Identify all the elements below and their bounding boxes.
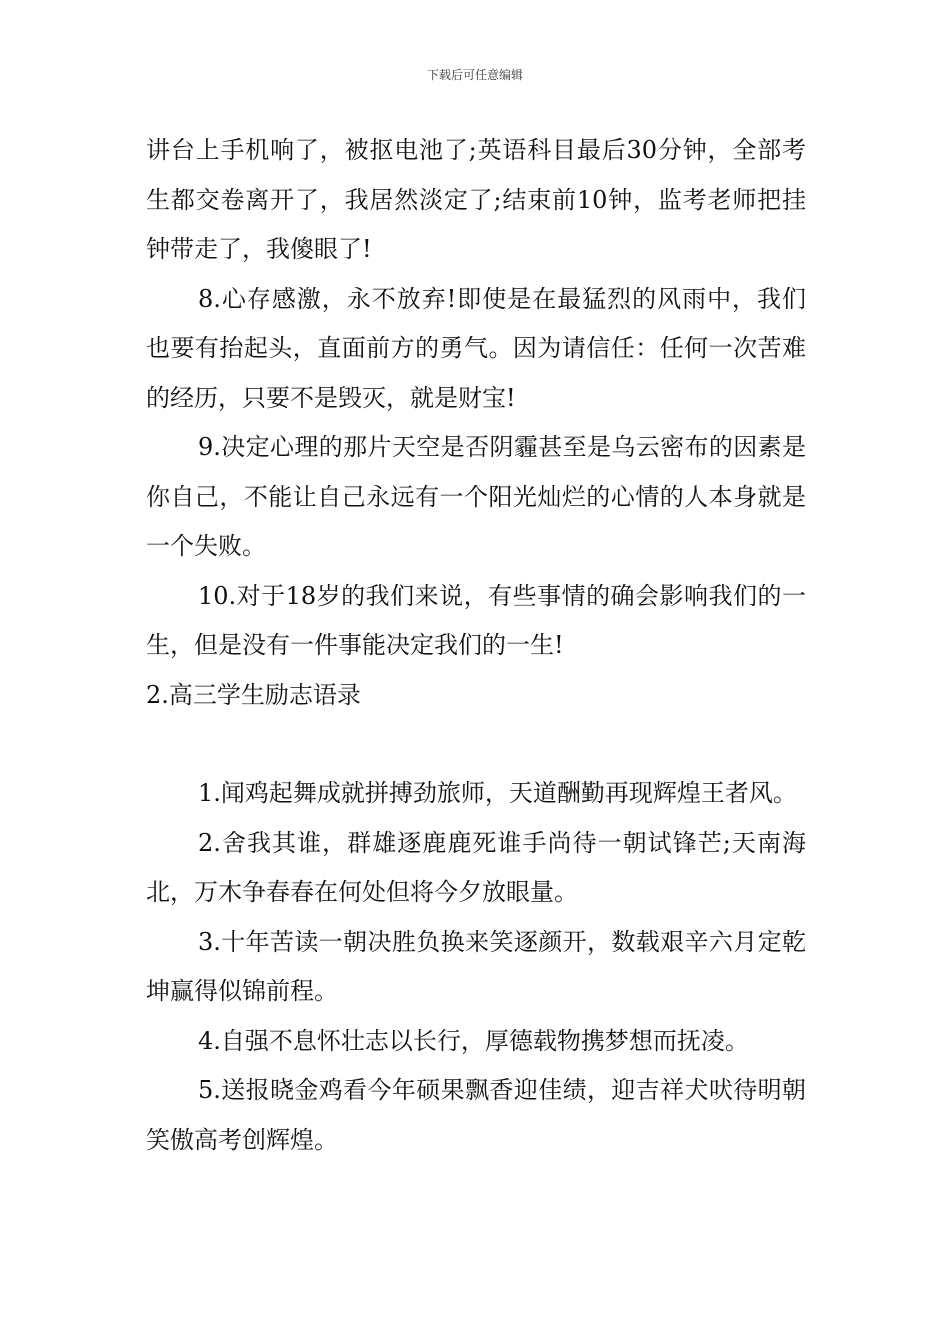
blank-line: [146, 720, 806, 769]
page-header: 下载后可任意编辑: [426, 68, 523, 82]
list-item: 1.闻鸡起舞成就拼搏劲旅师，天道酬勤再现辉煌王者风。: [198, 779, 797, 807]
list-item: 3.十年苦读一朝决胜负换来笑逐颜开，数载艰辛六月定乾坤赢得似锦前程。: [146, 927, 806, 1005]
list-item: 2.舍我其谁，群雄逐鹿鹿死谁手尚待一朝试锋芒;天南海北，万木争春春在何处但将今夕放眼量。: [146, 828, 806, 906]
list-item: 4.自强不息怀壮志以长行，厚德载物携梦想而抚凌。: [198, 1026, 749, 1055]
document-body: [146, 126, 806, 1165]
paragraph: 8.心存感激，永不放弃!即使是在最猛烈的风雨中，我们也要有抬起头，直面前方的勇气。因为请信任：任何一次苦难的经历，只要不是毁灭，就是财宝!: [146, 284, 806, 412]
list-item: 5.送报晓金鸡看今年硕果飘香迎佳绩，迎吉祥犬吠待明朝笑傲高考创辉煌。: [146, 1076, 806, 1154]
paragraph: 9.决定心理的那片天空是否阴霾甚至是乌云密布的因素是你自己，不能让自己永远有一个阳光灿烂的心情的人本身就是一个失败。: [146, 433, 806, 560]
paragraph: 讲台上手机响了，被抠电池了;英语科目最后30分钟，全部考生都交卷离开了，我居然淡定了;结束前10钟，监考老师把挂钟带走了，我傻眼了!: [146, 136, 806, 263]
paragraph: 10.对于18岁的我们来说，有些事情的确会影响我们的一生，但是没有一件事能决定我们的一生!: [146, 581, 806, 659]
section-heading: 2.高三学生励志语录: [146, 680, 361, 709]
